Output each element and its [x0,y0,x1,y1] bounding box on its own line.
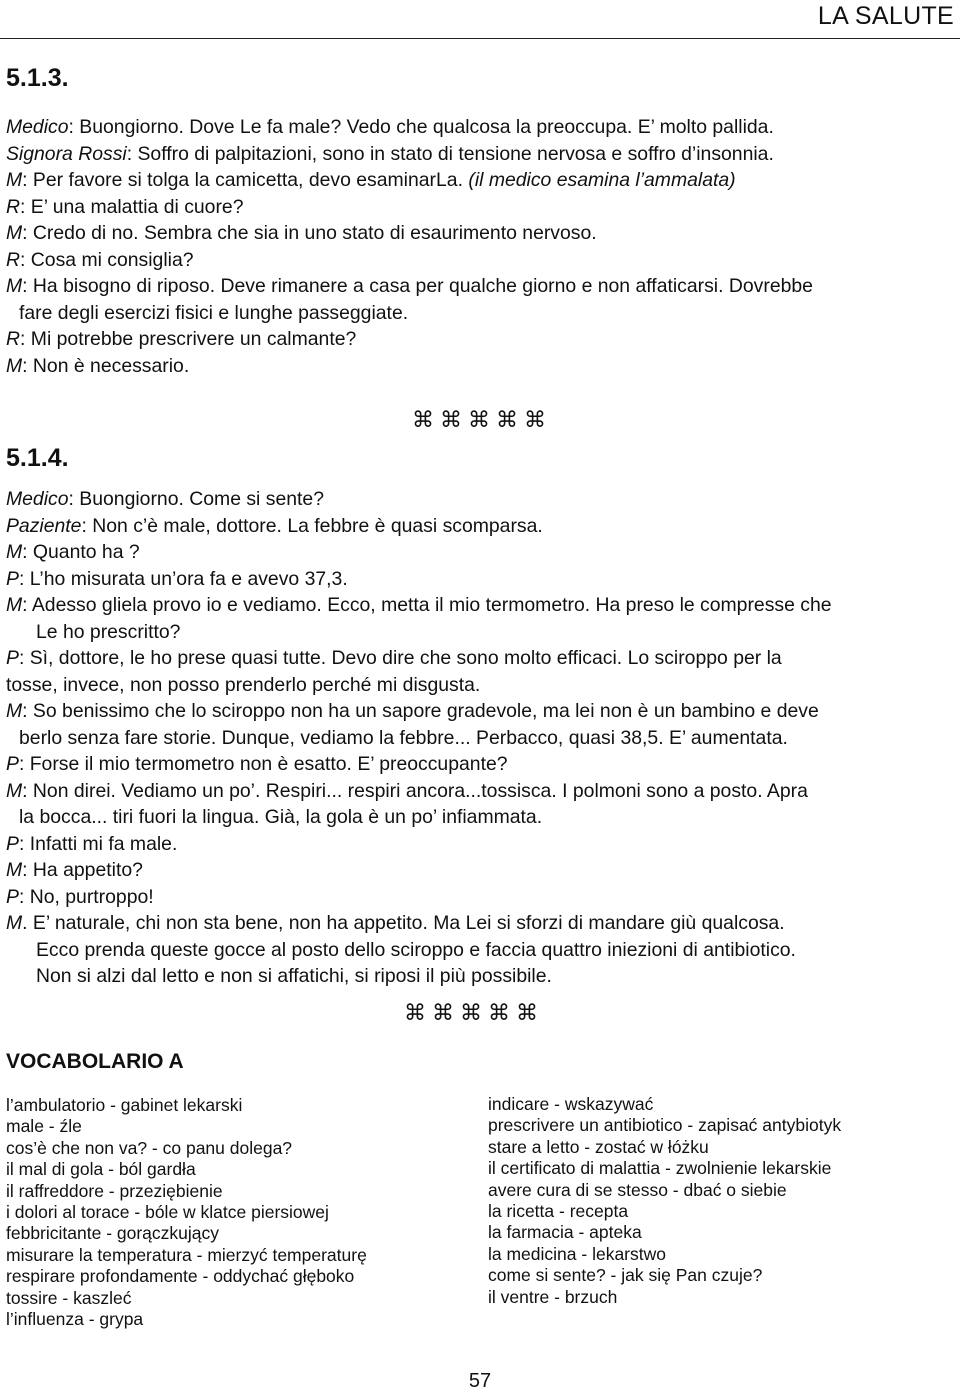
dialogue-line [6,751,958,778]
vocabulary-right-column [488,1094,841,1308]
dialogue-line [6,910,958,937]
speaker-name: M [6,222,23,244]
dialogue-line [6,300,958,327]
stage-direction: (il medico esamina l’ammalata) [468,169,736,191]
dialogue-text: fare degli esercizi fisici e lunghe passeggiate. [19,301,409,324]
vocabulary-entry: il ventre - brzuch [488,1286,618,1307]
dialogue-line [6,486,958,513]
dialogue-line [6,857,958,884]
vocabulary-entry: indicare - wskazywać [488,1094,654,1114]
dialogue-text: : So benissimo che lo sciroppo non ha un sapore gradevole, ma lei non è un bambino e deve [22,700,819,722]
dialogue-text: . E’ naturale, chi non sta bene, non ha appetito. Ma Lei si sforzi di mandare giù qualcosa. [22,912,785,934]
speaker-name: R [6,195,21,218]
dialogue-text: : Non c’è male, dottore. La febbre è quasi scomparsa. [81,514,543,537]
speaker-name: Medico [6,488,69,510]
vocabulary-entry: il certificato di malattia - zwolnienie lekarskie [488,1158,832,1179]
section-number-5-1-4: 5.1.4. [6,444,69,472]
dialogue-text: la bocca... tiri fuori la lingua. Già, la gola è un po’ infiammata. [19,806,543,828]
speaker-name: M [6,700,23,722]
dialogue-line [6,247,958,274]
speaker-name: P [6,753,19,775]
dialogue-line [6,672,958,699]
speaker-name: M [6,354,23,377]
dialogue-line [6,645,958,672]
page-number: 57 [468,1370,492,1392]
dialogue-line [6,778,958,805]
dialogue-text: : Credo di no. Sembra che sia in uno stato di esaurimento nervoso. [22,222,597,244]
speaker-name: P [6,567,19,590]
dialogue-text: : E’ una malattia di cuore? [20,195,244,218]
dialogue-line [6,619,958,646]
speaker-name: R [6,248,21,271]
dialogue-5-1-3 [6,114,958,379]
vocabulary-entry: avere cura di se stesso - dbać o siebie [488,1179,787,1200]
speaker-name: M [6,912,23,934]
dialogue-text: : No, purtroppo! [18,885,154,908]
dialogue-text: : Forse il mio termometro non è esatto. E’ preoccupante? [18,753,508,775]
vocabulary-entry: misurare la temperatura - mierzyć temperaturę [6,1244,367,1265]
vocabulary-entry: male - źle [6,1116,82,1137]
dialogue-line [6,167,958,194]
vocabulary-entry: l’influenza - grypa [6,1308,144,1329]
section-number-5-1-3: 5.1.3. [6,64,69,92]
dialogue-line [6,963,958,990]
dialogue-text: Le ho prescritto? [36,620,181,643]
vocabulary-entry: prescrivere un antibiotico - zapisać antybiotyk [488,1115,842,1136]
vocabulary-entry: la ricetta - recepta [488,1200,629,1221]
separator-stars: ⌘⌘⌘⌘⌘ [404,1000,544,1025]
dialogue-text: : Buongiorno. Dove Le fa male? Vedo che qualcosa la preoccupa. E’ molto pallida. [68,116,774,138]
vocabulary-entry: tossire - kaszleć [6,1287,132,1308]
dialogue-text: : Ha appetito? [22,859,143,881]
vocabulary-entry: stare a letto - zostać w łóżku [488,1136,709,1157]
speaker-name: M [6,779,23,802]
vocabulary-entry: cos’è che non va? - co panu dolega? [6,1137,293,1158]
speaker-name: P [6,832,19,855]
speaker-name: M [6,275,23,297]
speaker-name: P [6,647,19,669]
dialogue-line [6,353,958,380]
dialogue-line [6,539,958,566]
vocabulary-entry: come si sente? - jak się Pan czuje? [488,1265,763,1286]
dialogue-text: : Mi potrebbe prescrivere un calmante? [20,328,357,350]
dialogue-line [6,884,958,911]
dialogue-text: Ecco prenda queste gocce al posto dello sciroppo e faccia quattro iniezioni di antibiotico. [36,938,796,961]
dialogue-line [6,114,958,141]
dialogue-text: : Buongiorno. Come si sente? [68,488,324,510]
dialogue-text: : L’ho misurata un’ora fa e avevo 37,3. [18,567,348,590]
vocabulary-entry: la farmacia - apteka [488,1222,642,1243]
vocabulary-title: VOCABOLARIO A [6,1050,184,1073]
speaker-name: M [6,859,23,881]
dialogue-text: : Infatti mi fa male. [18,832,178,855]
speaker-name: P [6,885,19,908]
dialogue-text: : Non direi. Vediamo un po’. Respiri... respiri ancora...tossisca. I polmoni sono a posto. Apra [22,779,808,802]
dialogue-text: : Cosa mi consiglia? [20,248,194,271]
vocabulary-entry: il mal di gola - ból gardła [6,1159,196,1180]
vocabulary-entry: i dolori al torace - bóle w klatce piersiowej [6,1201,329,1222]
vocabulary-entry: l’ambulatorio - gabinet lekarski [6,1095,243,1115]
vocabulary-entry: respirare profondamente - oddychać głęboko [6,1266,355,1287]
dialogue-line [6,725,958,752]
dialogue-line [6,513,958,540]
dialogue-line [6,194,958,221]
dialogue-line [6,566,958,593]
dialogue-5-1-4 [6,486,958,990]
separator-stars: ⌘⌘⌘⌘⌘ [412,407,552,432]
speaker-name: Medico [6,116,69,138]
dialogue-line [6,273,958,300]
dialogue-line [6,831,958,858]
dialogue-text: Non si alzi dal letto e non si affatichi, si riposi il più possibile. [36,965,552,987]
dialogue-text: : Sì, dottore, le ho prese quasi tutte. Devo dire che sono molto efficaci. Lo sciroppo per la [18,647,782,669]
speaker-name: M [6,169,23,191]
dialogue-text: : Per favore si tolga la camicetta, devo esaminarLa. [22,169,469,191]
speaker-name: M [6,594,23,616]
dialogue-text: : Ha bisogno di riposo. Deve rimanere a casa per qualche giorno e non affaticarsi. Dovrebbe [22,275,813,297]
dialogue-line [6,592,958,619]
vocabulary-entry: febbricitante - gorączkujący [6,1223,220,1244]
dialogue-line [6,698,958,725]
speaker-name: R [6,328,21,350]
dialogue-line [6,141,958,168]
dialogue-line [6,220,958,247]
speaker-name: Paziente [6,514,82,537]
speaker-name: M [6,541,23,563]
vocabulary-left-column [6,1095,367,1330]
dialogue-line [6,937,958,964]
header-rule [0,38,960,39]
dialogue-text: : Quanto ha ? [22,541,140,563]
dialogue-text: berlo senza fare storie. Dunque, vediamo la febbre... Perbacco, quasi 38,5. E’ aumentata. [19,726,788,749]
vocabulary-entry: il raffreddore - przeziębienie [6,1180,223,1201]
dialogue-text: : Soffro di palpitazioni, sono in stato di tensione nervosa e soffro d’insonnia. [126,142,774,165]
running-header: LA SALUTE [817,2,954,30]
dialogue-text: : Non è necessario. [22,354,190,377]
vocabulary-entry: la medicina - lekarstwo [488,1243,666,1264]
dialogue-line [6,326,958,353]
dialogue-line [6,804,958,831]
dialogue-text: : Adesso gliela provo io e vediamo. Ecco, metta il mio termometro. Ha preso le compresse che [22,594,832,616]
speaker-name: Signora Rossi [6,142,127,165]
dialogue-text: tosse, invece, non posso prenderlo perché mi disgusta. [6,673,481,696]
